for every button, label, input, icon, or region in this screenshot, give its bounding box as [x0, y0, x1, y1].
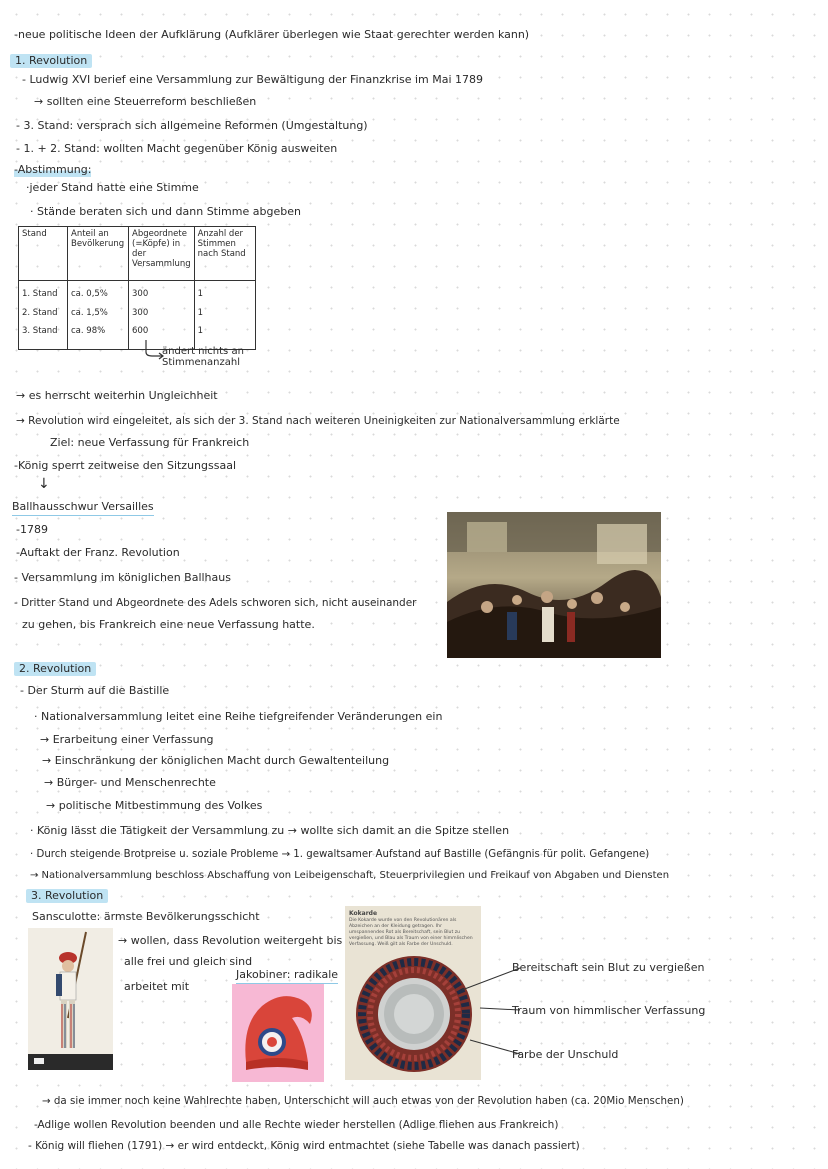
- subheading-abstimmung: -Abstimmung:: [14, 163, 92, 176]
- table-cell: 1: [194, 281, 255, 307]
- table-header: Anzahl der Stimmen nach Stand: [194, 227, 255, 281]
- note-line: → wollen, dass Revolution weitergeht bis: [118, 934, 343, 947]
- note-line: → Revolution wird eingeleitet, als sich der 3. Stand nach weiteren Uneinigkeiten zur Nationalversammlung erklärte: [16, 415, 620, 427]
- note-line: → Einschränkung der königlichen Macht durch Gewaltenteilung: [42, 754, 390, 767]
- kokarde-caption-body: Die Kokarde wurde von den Revolutionären als Abzeichen an der Kleidung getragen. Ihr umspannendes Rot als Bereitschaft, sein Blut zu vergießen, und Blau als Traum von einer himmlischen Verfassung. Weiß gilt als Farbe der Unschuld.: [349, 918, 473, 947]
- table-cell: 600: [129, 324, 195, 350]
- table-cell: 1. Stand: [19, 281, 68, 307]
- note-line: - König will fliehen (1791) → er wird entdeckt, König wird entmachtet (siehe Tabelle was danach passiert): [28, 1140, 580, 1152]
- note-line: Jakobiner: radikale: [236, 968, 338, 984]
- table-header: Abgeordnete (=Köpfe) in der Versammlung: [129, 227, 195, 281]
- note-line: -König sperrt zeitweise den Sitzungssaal: [14, 459, 237, 472]
- note-line: → es herrscht weiterhin Ungleichheit: [16, 389, 218, 402]
- table-cell: ca. 1,5%: [68, 306, 129, 324]
- table-cell: 2. Stand: [19, 306, 68, 324]
- note-line: → politische Mitbestimmung des Volkes: [46, 799, 263, 812]
- note-line: - Ludwig XVI berief eine Versammlung zur Bewältigung der Finanzkrise im Mai 1789: [22, 73, 484, 86]
- note-line: - Der Sturm auf die Bastille: [20, 684, 170, 697]
- note-line: → Nationalversammlung beschloss Abschaffung von Leibeigenschaft, Steuerprivilegien und Freikauf von Abgaben und Diensten: [30, 870, 670, 881]
- stand-table: [18, 226, 256, 350]
- kokarde-caption-title: Kokarde: [349, 910, 378, 917]
- table-row: [19, 306, 256, 324]
- heading-revolution-2: 2. Revolution: [14, 662, 96, 676]
- table-header: Anteil an Bevölkerung: [68, 227, 129, 281]
- note-line: - Versammlung im königlichen Ballhaus: [14, 571, 231, 584]
- note-line: - 1. + 2. Stand: wollten Macht gegenüber König ausweiten: [16, 142, 338, 155]
- table-cell: 300: [129, 306, 195, 324]
- kokarde-label-white: Farbe der Unschuld: [512, 1048, 619, 1061]
- kokarde-rosette: [353, 948, 475, 1076]
- heading-revolution-1: 1. Revolution: [10, 54, 92, 68]
- kokarde-label-blue: Traum von himmlischer Verfassung: [512, 1004, 706, 1017]
- ballhausschwur-painting: [447, 512, 661, 658]
- note-line: Sansculotte: ärmste Bevölkerungsschicht: [32, 910, 260, 923]
- note-line: → Bürger- und Menschenrechte: [44, 776, 216, 789]
- table-cell: 1: [194, 306, 255, 324]
- note-line: arbeitet mit: [124, 980, 190, 993]
- heading-revolution-3: 3. Revolution: [26, 889, 108, 903]
- table-row: [19, 281, 256, 307]
- heading-ballhausschwur: Ballhausschwur Versailles: [12, 500, 154, 516]
- table-cell: 1: [194, 324, 255, 350]
- note-line: -Adlige wollen Revolution beenden und alle Rechte wieder herstellen (Adlige fliehen aus Frankreich): [34, 1119, 559, 1131]
- note-line: -1789: [16, 523, 48, 536]
- note-line: ·jeder Stand hatte eine Stimme: [26, 181, 199, 194]
- arrow-down-icon: ↓: [38, 476, 50, 492]
- note-line: alle frei und gleich sind: [124, 955, 253, 968]
- note-line: → da sie immer noch keine Wahlrechte haben, Unterschicht will auch etwas von der Revolution haben (ca. 20Mio Menschen): [42, 1095, 684, 1107]
- note-line: zu gehen, bis Frankreich eine neue Verfassung hatte.: [22, 618, 315, 631]
- intro-line: -neue politische Ideen der Aufklärung (Aufklärer überlegen wie Staat gerechter werden kann): [14, 28, 530, 41]
- note-line: → Erarbeitung einer Verfassung: [40, 733, 214, 746]
- note-line: -Auftakt der Franz. Revolution: [16, 546, 180, 559]
- table-cell: 3. Stand: [19, 324, 68, 350]
- table-header: Stand: [19, 227, 68, 281]
- note-line: → sollten eine Steuerreform beschließen: [34, 95, 257, 108]
- table-cell: ca. 0,5%: [68, 281, 129, 307]
- note-line: - Dritter Stand und Abgeordnete des Adels schworen sich, nicht auseinander: [14, 597, 417, 609]
- table-note: ändert nichts an Stimmenanzahl: [162, 346, 244, 368]
- note-line: - 3. Stand: versprach sich allgemeine Reformen (Umgestaltung): [16, 119, 368, 132]
- note-line: · Stände beraten sich und dann Stimme abgeben: [30, 205, 301, 218]
- note-line: · König lässt die Tätigkeit der Versammlung zu → wollte sich damit an die Spitze stellen: [30, 824, 510, 837]
- sansculotte-image: [28, 928, 113, 1070]
- note-line: · Durch steigende Brotpreise u. soziale Probleme → 1. gewaltsamer Aufstand auf Bastille (Gefängnis für polit. Gefangene): [30, 849, 650, 860]
- note-line: Ziel: neue Verfassung für Frankreich: [50, 436, 250, 449]
- kokarde-label-red: Bereitschaft sein Blut zu vergießen: [512, 961, 705, 974]
- note-line: · Nationalversammlung leitet eine Reihe tiefgreifender Veränderungen ein: [34, 710, 443, 723]
- table-cell: 300: [129, 281, 195, 307]
- jakobiner-cap-image: [232, 984, 324, 1082]
- table-cell: ca. 98%: [68, 324, 129, 350]
